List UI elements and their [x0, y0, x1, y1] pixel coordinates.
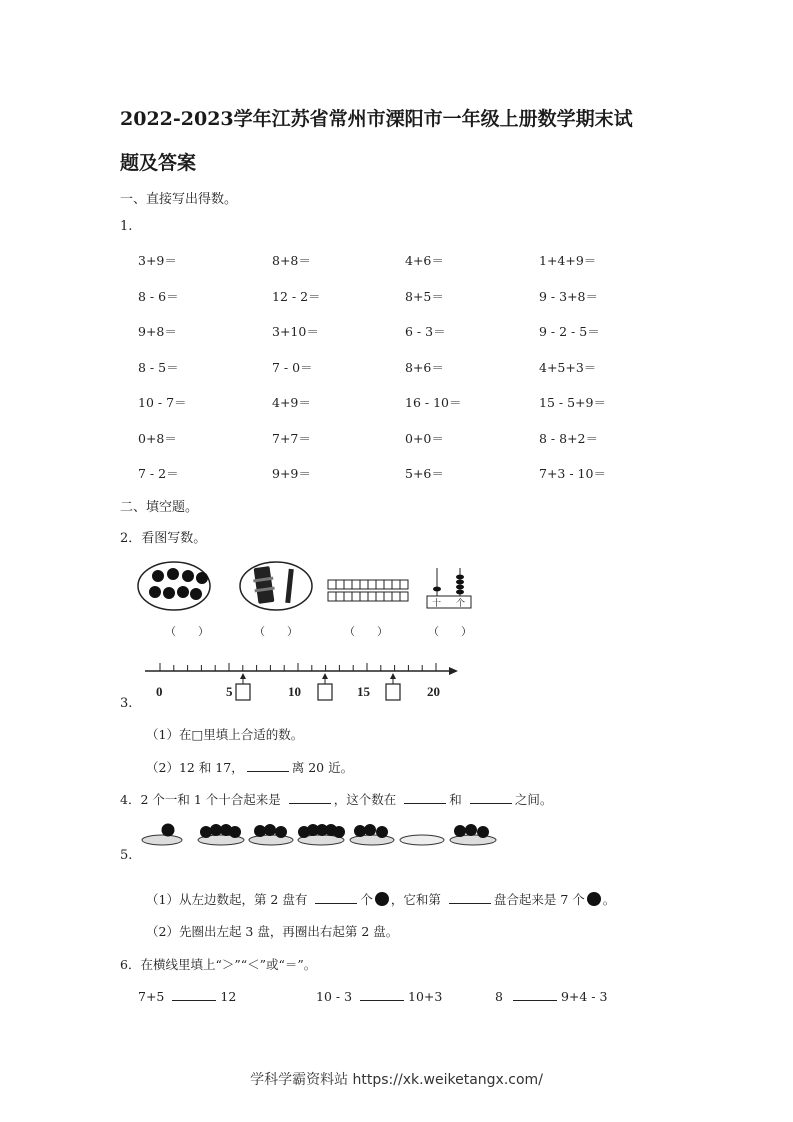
- q1-expression: 3+9＝: [138, 253, 177, 268]
- q4-blank-2[interactable]: [404, 791, 446, 804]
- apple-icon: [587, 892, 601, 906]
- q6-item-3-left: 8: [495, 989, 503, 1004]
- q5-blank-1[interactable]: [315, 891, 357, 904]
- q5-part1-text-e: 。: [602, 892, 616, 907]
- q6-blank-2[interactable]: [360, 988, 404, 1001]
- q1-expression: 8 - 5＝: [138, 359, 179, 375]
- q6-item-3: [495, 988, 607, 1004]
- numberline-label-10: 10: [288, 684, 301, 699]
- abacus-ones-label: 个: [456, 599, 466, 609]
- q1-number: 1.: [120, 219, 133, 234]
- q6-item-3-right: 9+4 - 3: [560, 989, 608, 1004]
- q1-expression: 8 - 6＝: [138, 288, 179, 304]
- q5-part2: （2）先圈出左起 3 盘，再圈出右起第 2 盘。: [146, 924, 399, 939]
- q1-expression: 4+9＝: [272, 395, 311, 410]
- q1-expression: 7+7＝: [272, 430, 311, 446]
- q4-blank-1[interactable]: [289, 791, 331, 804]
- footer-watermark: 学科学霸资料站 https://xk.weiketangx.com/: [250, 1072, 543, 1088]
- q1-expression: 0+0＝: [405, 430, 444, 446]
- q2-answer-paren-2: （ ）: [254, 625, 298, 638]
- numberline-label-0: 0: [156, 684, 163, 699]
- q6-blank-1[interactable]: [172, 988, 216, 1001]
- q4-text-b: ，这个数在: [333, 792, 397, 807]
- q1-expression: 4+5+3＝: [539, 359, 597, 375]
- q2-prompt: 2．看图写数。: [120, 531, 207, 546]
- doc-title-line2: 题及答案: [120, 152, 197, 174]
- apple-icon: [375, 892, 389, 906]
- q3-number: 3.: [120, 696, 133, 711]
- numberline-label-15: 15: [357, 684, 370, 699]
- q1-expression: 4+6＝: [405, 253, 444, 268]
- q5-part1-text-a: （1）从左边数起，第 2 盘有: [146, 892, 308, 907]
- q6-item-1: [138, 988, 236, 1004]
- q1-expression: 1+4+9＝: [539, 253, 597, 268]
- q6-item-2-right: 10+3: [408, 989, 443, 1004]
- numberline-label-5: 5: [226, 684, 233, 699]
- q4-blank-3[interactable]: [470, 791, 512, 804]
- q6-blank-3[interactable]: [513, 988, 557, 1001]
- apples-group-icon: [138, 562, 210, 610]
- q1-expression: 9 - 3+8＝: [539, 288, 599, 304]
- plate-6-icon: [400, 835, 444, 845]
- plate-1-icon: [142, 824, 182, 846]
- q6-item-2: [316, 988, 442, 1004]
- q1-expression: 15 - 5+9＝: [539, 395, 606, 410]
- q5-part1: [146, 890, 615, 908]
- q1-expression: 12 - 2＝: [272, 288, 321, 304]
- q3-part2-text-a: （2）12 和 17，: [146, 760, 244, 775]
- q1-expression: 9+9＝: [272, 466, 311, 481]
- section-2-heading: 二、填空题。: [120, 500, 199, 515]
- q5-plates: [140, 818, 502, 852]
- q2-answer-paren-1: （ ）: [165, 625, 209, 638]
- q2-answer-paren-4: （ ）: [428, 625, 472, 638]
- q4-text-a: 4．2 个一和 1 个十合起来是: [120, 792, 281, 807]
- section-1-heading: 一、直接写出得数。: [120, 192, 238, 207]
- q5-blank-2[interactable]: [449, 891, 491, 904]
- q6-item-1-left: 7+5: [138, 989, 165, 1004]
- q1-expression: 6 - 3＝: [405, 324, 446, 339]
- plate-3-icon: [249, 824, 293, 845]
- q1-expression: 8+5＝: [405, 288, 444, 304]
- q1-expression: 16 - 10＝: [405, 395, 462, 410]
- plate-5-icon: [350, 824, 394, 845]
- q1-expression: 9 - 2 - 5＝: [539, 324, 600, 339]
- q5-part1-text-d: 盘合起来是 7 个: [493, 892, 585, 907]
- q4-line: [120, 790, 552, 808]
- plate-2-icon: [198, 824, 244, 845]
- abacus-tens-label: 十: [432, 599, 442, 609]
- plate-7-icon: [450, 824, 496, 845]
- q2-pictures: [130, 558, 490, 618]
- numberline-label-20: 20: [427, 684, 440, 699]
- doc-title-line1: 2022-2023学年江苏省常州市溧阳市一年级上册数学期末试: [120, 108, 633, 130]
- q1-expression: 8 - 8+2＝: [539, 430, 599, 446]
- q1-expression: 3+10＝: [272, 324, 319, 339]
- q3-part2-text-b: 离 20 近。: [291, 760, 354, 775]
- q1-expression: 5+6＝: [405, 466, 444, 481]
- sticks-bundle-icon: [240, 562, 312, 610]
- q1-expression: 7+3 - 10＝: [539, 466, 606, 481]
- q4-text-c: 和: [449, 792, 462, 807]
- q1-expression: 10 - 7＝: [138, 395, 187, 410]
- q5-part1-text-c: ，它和第: [390, 892, 441, 907]
- q6-item-2-left: 10 - 3: [316, 989, 353, 1004]
- q1-expression: 0+8＝: [138, 430, 177, 446]
- q1-expression: 8+8＝: [272, 253, 311, 268]
- q1-expression: 9+8＝: [138, 324, 177, 339]
- q4-text-d: 之间。: [514, 792, 553, 807]
- q1-expression: 7 - 2＝: [138, 466, 179, 481]
- q3-part1: （1）在□里填上合适的数。: [146, 727, 304, 742]
- q1-expression: 7 - 0＝: [272, 359, 313, 375]
- q3-answer-blank[interactable]: [247, 759, 289, 772]
- q6-item-1-right: 12: [220, 989, 237, 1004]
- q6-prompt: 6．在横线里填上“＞”“＜”或“＝”。: [120, 957, 317, 972]
- q3-part2: [146, 758, 353, 776]
- plate-4-icon: [298, 824, 345, 845]
- q2-answer-paren-3: （ ）: [344, 625, 388, 638]
- number-line: [140, 658, 470, 706]
- q1-expression: 8+6＝: [405, 359, 444, 375]
- q5-number: 5.: [120, 848, 133, 863]
- q5-part1-text-b: 个: [360, 892, 373, 907]
- cubes-icon: [328, 580, 408, 601]
